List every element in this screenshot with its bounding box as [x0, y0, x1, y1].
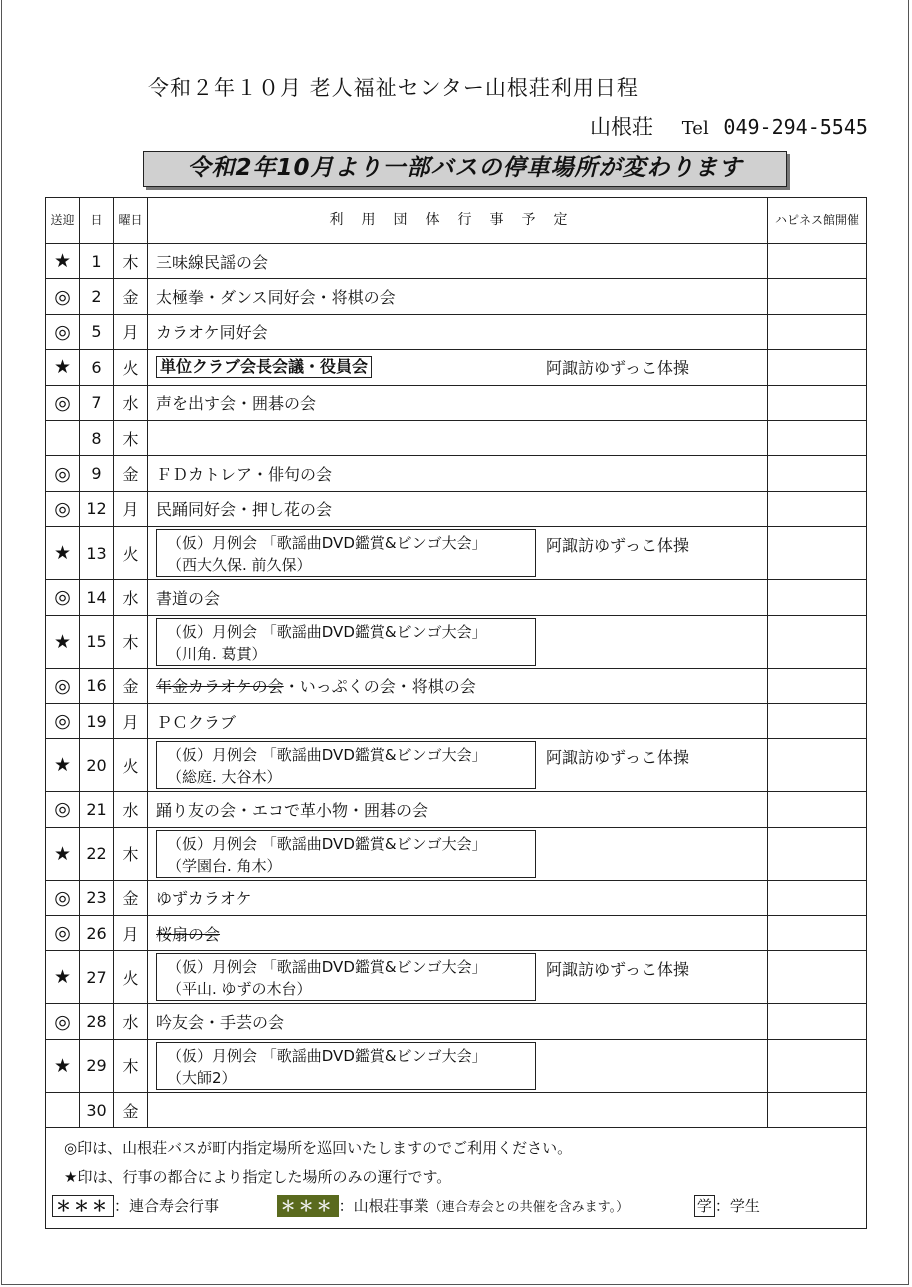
table-row: [46, 827, 867, 880]
day-of-week: 木: [114, 615, 148, 668]
facility-name: 山根荘: [590, 115, 653, 139]
table-row: [46, 420, 867, 455]
monthly-meeting-box: [156, 1042, 536, 1090]
day-number: 27: [80, 951, 114, 1004]
exercise-event: 阿諏訪ゆずっこ体操: [546, 358, 690, 378]
legend-student-box: 学: [694, 1195, 715, 1217]
happiness-cell: [768, 880, 867, 915]
day-number: 30: [80, 1092, 114, 1127]
table-row: [46, 244, 867, 279]
table-row: [46, 739, 867, 792]
table-row: [46, 880, 867, 915]
pickup-mark: ◎: [46, 385, 80, 420]
pickup-mark: ★: [46, 739, 80, 792]
day-number: 9: [80, 456, 114, 491]
day-of-week: 木: [114, 420, 148, 455]
day-number: 1: [80, 244, 114, 279]
pickup-mark: ★: [46, 244, 80, 279]
happiness-cell: [768, 527, 867, 580]
table-row: [46, 703, 867, 738]
meeting-areas: （平山. ゆずの木台）: [167, 980, 312, 999]
pickup-mark: ★: [46, 615, 80, 668]
happiness-cell: [768, 420, 867, 455]
exercise-event: 阿諏訪ゆずっこ体操: [546, 960, 690, 980]
page-title: 令和２年１０月 老人福祉センター山根荘利用日程: [148, 76, 639, 100]
event-cell: [148, 792, 768, 827]
happiness-cell: [768, 827, 867, 880]
phone-number: 049-294-5545: [723, 115, 868, 139]
meeting-areas: （総庭. 大谷木）: [167, 768, 282, 787]
event-text: 吟友会・手芸の会: [156, 1013, 285, 1033]
day-of-week: 水: [114, 580, 148, 615]
monthly-meeting-box: [156, 741, 536, 789]
table-row: [46, 1092, 867, 1127]
event-cell: [148, 580, 768, 615]
meeting-areas: （学園台. 角木）: [167, 856, 282, 875]
exercise-event: 阿諏訪ゆずっこ体操: [546, 748, 690, 768]
meeting-title: （仮）月例会 「歌謡曲DVD鑑賞&ビンゴ大会」: [167, 534, 487, 553]
meeting-areas: （西大久保. 前久保）: [167, 556, 312, 575]
table-row: [46, 580, 867, 615]
legend-yamaneso-box: ＊＊＊: [277, 1195, 339, 1217]
happiness-cell: [768, 314, 867, 349]
event-text: ゆずカラオケ: [156, 889, 252, 909]
day-of-week: 水: [114, 792, 148, 827]
day-of-week: 金: [114, 456, 148, 491]
happiness-cell: [768, 350, 867, 385]
pickup-mark: ★: [46, 951, 80, 1004]
event-cell: [148, 703, 768, 738]
day-of-week: 火: [114, 350, 148, 385]
event-cell: [148, 916, 768, 951]
event-cell: [148, 668, 768, 703]
table-row: [46, 1004, 867, 1039]
pickup-mark: ◎: [46, 279, 80, 314]
table-row: [46, 668, 867, 703]
pickup-mark: ★: [46, 350, 80, 385]
monthly-meeting-box: [156, 953, 536, 1001]
event-text: 声を出す会・囲碁の会: [156, 394, 317, 414]
table-row: [46, 527, 867, 580]
legend-line: [52, 1192, 856, 1222]
header-events: 利用団体行事予定: [148, 198, 768, 244]
table-row: [46, 314, 867, 349]
event-cell: [148, 827, 768, 880]
event-cell: [148, 420, 768, 455]
header-happiness: ハピネス館開催: [768, 198, 867, 244]
day-number: 21: [80, 792, 114, 827]
meeting-title: （仮）月例会 「歌謡曲DVD鑑賞&ビンゴ大会」: [167, 622, 487, 641]
pickup-mark: ◎: [46, 792, 80, 827]
pickup-mark: [46, 420, 80, 455]
monthly-meeting-box: [156, 830, 536, 878]
day-number: 23: [80, 880, 114, 915]
happiness-cell: [768, 703, 867, 738]
contact-line: [590, 111, 868, 141]
day-number: 14: [80, 580, 114, 615]
footer-notes: [46, 1128, 867, 1229]
day-number: 22: [80, 827, 114, 880]
table-row: [46, 916, 867, 951]
meeting-title: （仮）月例会 「歌謡曲DVD鑑賞&ビンゴ大会」: [167, 1046, 487, 1065]
table-header-row: [46, 198, 867, 244]
event-cell: [148, 491, 768, 526]
table-row: [46, 1039, 867, 1092]
pickup-mark: ★: [46, 1039, 80, 1092]
table-row: [46, 615, 867, 668]
legend-student-label: ：学生: [714, 1197, 760, 1216]
event-text: ＦＤカトレア・俳句の会: [156, 465, 333, 485]
meeting-title: （仮）月例会 「歌謡曲DVD鑑賞&ビンゴ大会」: [167, 834, 487, 853]
day-of-week: 月: [114, 491, 148, 526]
pickup-mark: ◎: [46, 703, 80, 738]
header-day: 日: [80, 198, 114, 244]
table-row: [46, 385, 867, 420]
happiness-cell: [768, 615, 867, 668]
day-of-week: 金: [114, 1092, 148, 1127]
event-cell: [148, 615, 768, 668]
meeting-title: （仮）月例会 「歌謡曲DVD鑑賞&ビンゴ大会」: [167, 958, 487, 977]
meeting-title: （仮）月例会 「歌謡曲DVD鑑賞&ビンゴ大会」: [167, 746, 487, 765]
happiness-cell: [768, 279, 867, 314]
day-of-week: 月: [114, 916, 148, 951]
event-cell: [148, 385, 768, 420]
happiness-cell: [768, 385, 867, 420]
pickup-mark: ◎: [46, 314, 80, 349]
happiness-cell: [768, 1039, 867, 1092]
note-double-circle: ◎印は、山根荘バスが町内指定場所を巡回いたしますのでご利用ください。: [64, 1139, 573, 1158]
pickup-mark: ◎: [46, 580, 80, 615]
event-cell: [148, 739, 768, 792]
meeting-areas: （川角. 葛貫）: [167, 644, 267, 663]
happiness-cell: [768, 580, 867, 615]
happiness-cell: [768, 1004, 867, 1039]
event-cell: [148, 244, 768, 279]
table-row: [46, 491, 867, 526]
event-text: カラオケ同好会: [156, 323, 268, 343]
meeting-areas: （大師2）: [167, 1068, 237, 1087]
legend-federation-box: ＊＊＊: [52, 1195, 114, 1217]
legend-yamaneso-label: ：山根荘事業: [338, 1197, 429, 1216]
day-of-week: 金: [114, 279, 148, 314]
pickup-mark: ◎: [46, 1004, 80, 1039]
cancelled-event: 桜扇の会: [156, 924, 221, 944]
event-text: 太極拳・ダンス同好会・将棋の会: [156, 288, 396, 308]
pickup-mark: ★: [46, 827, 80, 880]
day-of-week: 火: [114, 951, 148, 1004]
day-of-week: 火: [114, 527, 148, 580]
day-of-week: 木: [114, 244, 148, 279]
day-of-week: 月: [114, 703, 148, 738]
happiness-cell: [768, 456, 867, 491]
table-row: [46, 350, 867, 385]
pickup-mark: ★: [46, 527, 80, 580]
event-cell: [148, 880, 768, 915]
happiness-cell: [768, 491, 867, 526]
schedule-table: [45, 197, 867, 1229]
footer-row: [46, 1128, 867, 1229]
day-of-week: 金: [114, 668, 148, 703]
day-number: 26: [80, 916, 114, 951]
header-pickup: 送迎: [46, 198, 80, 244]
event-cell: [148, 350, 768, 385]
table-row: [46, 951, 867, 1004]
event-text: ・いっぷくの会・将棋の会: [283, 677, 476, 697]
day-number: 12: [80, 491, 114, 526]
day-of-week: 木: [114, 827, 148, 880]
day-number: 29: [80, 1039, 114, 1092]
exercise-event: 阿諏訪ゆずっこ体操: [546, 536, 690, 556]
event-cell: [148, 951, 768, 1004]
day-number: 8: [80, 420, 114, 455]
event-text: 民踊同好会・押し花の会: [156, 500, 333, 520]
happiness-cell: [768, 1092, 867, 1127]
happiness-cell: [768, 916, 867, 951]
event-cell: [148, 279, 768, 314]
day-number: 19: [80, 703, 114, 738]
event-text: 三味線民謡の会: [156, 252, 269, 272]
day-of-week: 金: [114, 880, 148, 915]
event-text: ＰＣクラブ: [156, 712, 237, 732]
schedule-body: [46, 244, 867, 1128]
header-dow: 曜日: [114, 198, 148, 244]
day-of-week: 火: [114, 739, 148, 792]
pickup-mark: ◎: [46, 916, 80, 951]
pickup-mark: ◎: [46, 456, 80, 491]
day-of-week: 水: [114, 385, 148, 420]
happiness-cell: [768, 792, 867, 827]
day-number: 7: [80, 385, 114, 420]
day-number: 13: [80, 527, 114, 580]
pickup-mark: [46, 1092, 80, 1127]
day-number: 5: [80, 314, 114, 349]
event-text: 書道の会: [156, 588, 221, 608]
day-number: 20: [80, 739, 114, 792]
day-of-week: 木: [114, 1039, 148, 1092]
table-row: [46, 792, 867, 827]
day-number: 16: [80, 668, 114, 703]
day-number: 2: [80, 279, 114, 314]
pickup-mark: ◎: [46, 491, 80, 526]
cancelled-event: 年金カラオケの会: [156, 677, 284, 697]
happiness-cell: [768, 244, 867, 279]
event-cell: [148, 1092, 768, 1127]
boxed-event: 単位クラブ会長会議・役員会: [156, 356, 372, 378]
happiness-cell: [768, 668, 867, 703]
happiness-cell: [768, 951, 867, 1004]
table-row: [46, 279, 867, 314]
notice-banner: 令和2年10月より一部バスの停車場所が変わります: [143, 151, 787, 187]
monthly-meeting-box: [156, 618, 536, 666]
note-star: ★印は、行事の都合により指定した場所のみの運行です。: [64, 1168, 452, 1187]
day-of-week: 水: [114, 1004, 148, 1039]
legend-federation-label: ：連合寿会行事: [114, 1197, 220, 1216]
day-of-week: 月: [114, 314, 148, 349]
event-cell: [148, 314, 768, 349]
table-row: [46, 456, 867, 491]
pickup-mark: ◎: [46, 880, 80, 915]
event-cell: [148, 527, 768, 580]
day-number: 6: [80, 350, 114, 385]
monthly-meeting-box: [156, 529, 536, 577]
tel-label: Tel: [681, 118, 709, 139]
day-number: 28: [80, 1004, 114, 1039]
event-cell: [148, 1004, 768, 1039]
day-number: 15: [80, 615, 114, 668]
legend-yamaneso-note: （連合寿会との共催を含みます。）: [428, 1200, 630, 1216]
event-cell: [148, 1039, 768, 1092]
event-cell: [148, 456, 768, 491]
event-text: 踊り友の会・エコで革小物・囲碁の会: [156, 800, 429, 820]
happiness-cell: [768, 739, 867, 792]
pickup-mark: ◎: [46, 668, 80, 703]
